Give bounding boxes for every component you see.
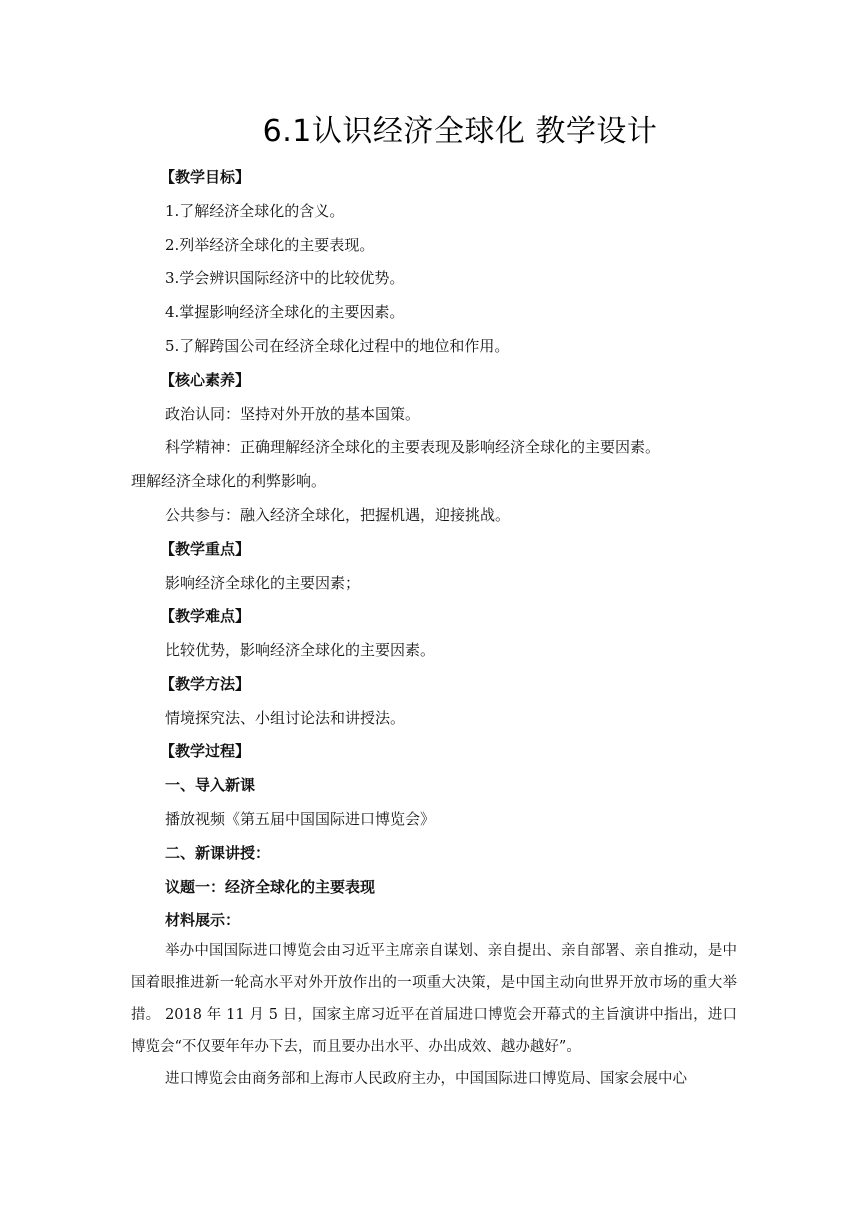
key-points-heading: 【教学重点】	[160, 540, 251, 558]
literacy-heading: 【核心素养】	[160, 371, 251, 389]
objectives-heading: 【教学目标】	[160, 168, 251, 186]
literacy-science-cont: 理解经济全球化的利弊影响。	[131, 472, 327, 490]
difficulties-heading: 【教学难点】	[160, 607, 251, 625]
objective-item: 5.了解跨国公司在经济全球化过程中的地位和作用。	[165, 337, 510, 355]
literacy-science: 科学精神：正确理解经济全球化的主要表现及影响经济全球化的主要因素。	[165, 438, 661, 456]
methods-text: 情境探究法、小组讨论法和讲授法。	[165, 709, 406, 727]
topic-heading: 议题一：经济全球化的主要表现	[165, 878, 376, 896]
difficulties-text: 比较优势，影响经济全球化的主要因素。	[165, 641, 436, 659]
material-paragraph-2: 进口博览会由商务部和上海市人民政府主办，中国国际进口博览局、国家会展中心	[165, 1071, 687, 1087]
objective-item: 4.掌握影响经济全球化的主要因素。	[165, 303, 405, 321]
literacy-public: 公共参与：融入经济全球化，把握机遇，迎接挑战。	[165, 506, 511, 524]
process-heading: 【教学过程】	[160, 742, 251, 760]
intro-text: 播放视频《第五届中国国际进口博览会》	[165, 810, 436, 828]
literacy-political: 政治认同：坚持对外开放的基本国策。	[165, 405, 421, 423]
methods-heading: 【教学方法】	[160, 675, 251, 693]
objective-item: 1.了解经济全球化的含义。	[165, 202, 345, 220]
document-title: 6.1认识经济全球化 教学设计	[262, 114, 658, 149]
material-heading: 材料展示：	[165, 911, 241, 929]
material-paragraph: 举办中国国际进口博览会由习近平主席亲自谋划、亲自提出、亲自部署、亲自推动，是中国着眼推进新一轮高水平对外开放作出的一项重大决策，是中国主动向世界开放市场的重大举措。 2018 年 11 月 5 日，国家主席习近平在首届进口博览会开幕式的主旨演讲中指出，进口博览会“不仅要年年办下去，而且要办出水平、办出成效、越办越好”。	[131, 943, 737, 1055]
objective-item: 3.学会辨识国际经济中的比较优势。	[165, 269, 405, 287]
new-lesson-heading: 二、新课讲授：	[165, 844, 271, 862]
key-points-text: 影响经济全球化的主要因素；	[165, 574, 361, 592]
objective-item: 2.列举经济全球化的主要表现。	[165, 236, 375, 254]
intro-heading: 一、导入新课	[165, 776, 256, 794]
